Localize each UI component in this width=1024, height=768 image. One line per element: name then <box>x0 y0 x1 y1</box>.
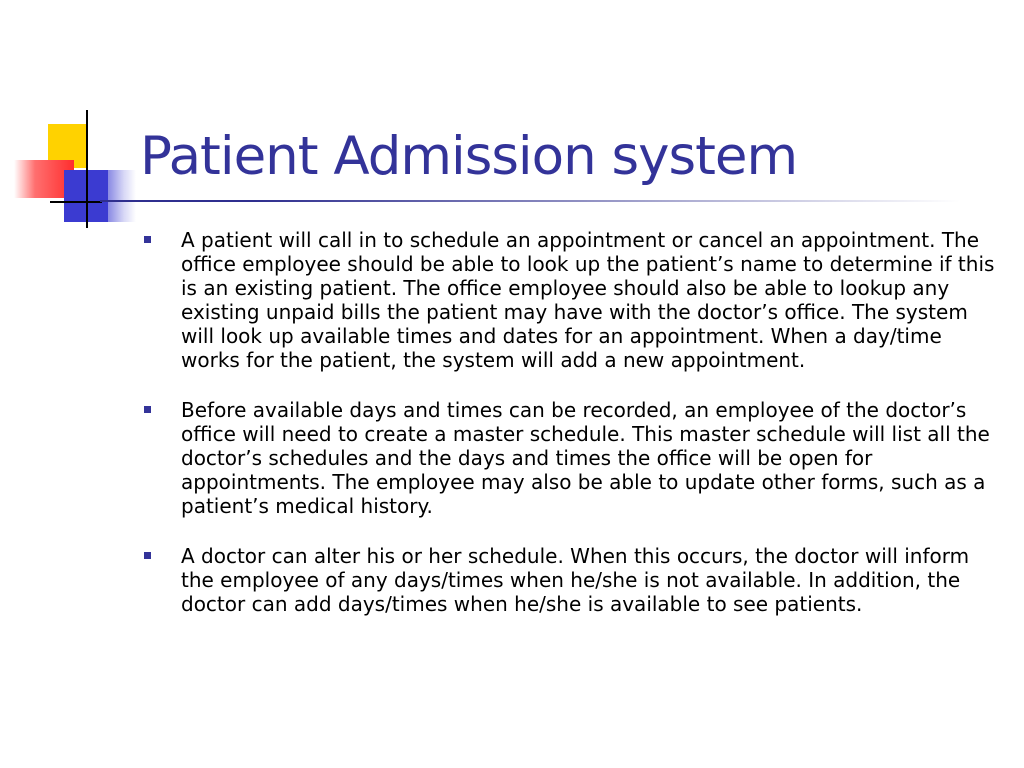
bullet-item <box>142 544 1004 616</box>
decorative-logo <box>0 0 140 230</box>
logo-horizontal-line <box>50 201 102 203</box>
square-bullet-icon <box>144 552 151 559</box>
title-underline-divider <box>100 200 960 202</box>
square-bullet-icon <box>144 406 151 413</box>
logo-vertical-line <box>86 110 88 228</box>
bullet-item <box>142 398 1004 518</box>
logo-blue-fade <box>96 170 136 222</box>
slide-title: Patient Admission system <box>140 126 798 187</box>
bullet-item <box>142 228 1004 372</box>
bullet-text: A patient will call in to schedule an appointment or cancel an appointment. The office employee should be able to look up the patient’s name to determine if this is an existing patient. The office employee should also be able to lookup any existing unpaid bills the patient may have with the doctor’s office. The system will look up available times and dates for an appointment. When a day/time works for the patient, the system will add a new appointment. <box>181 228 995 372</box>
bullet-text: A doctor can alter his or her schedule. When this occurs, the doctor will inform the employee of any days/times when he/she is not available. In addition, the doctor can add days/times when he/she is available to see patients. <box>181 544 970 616</box>
square-bullet-icon <box>144 236 151 243</box>
bullet-text: Before available days and times can be recorded, an employee of the doctor’s office will need to create a master schedule. This master schedule will list all the doctor’s schedules and the days and times the office will be open for appointments. The employee may also be able to update other forms, such as a patient’s medical history. <box>181 398 990 518</box>
bullet-list <box>142 228 1004 642</box>
